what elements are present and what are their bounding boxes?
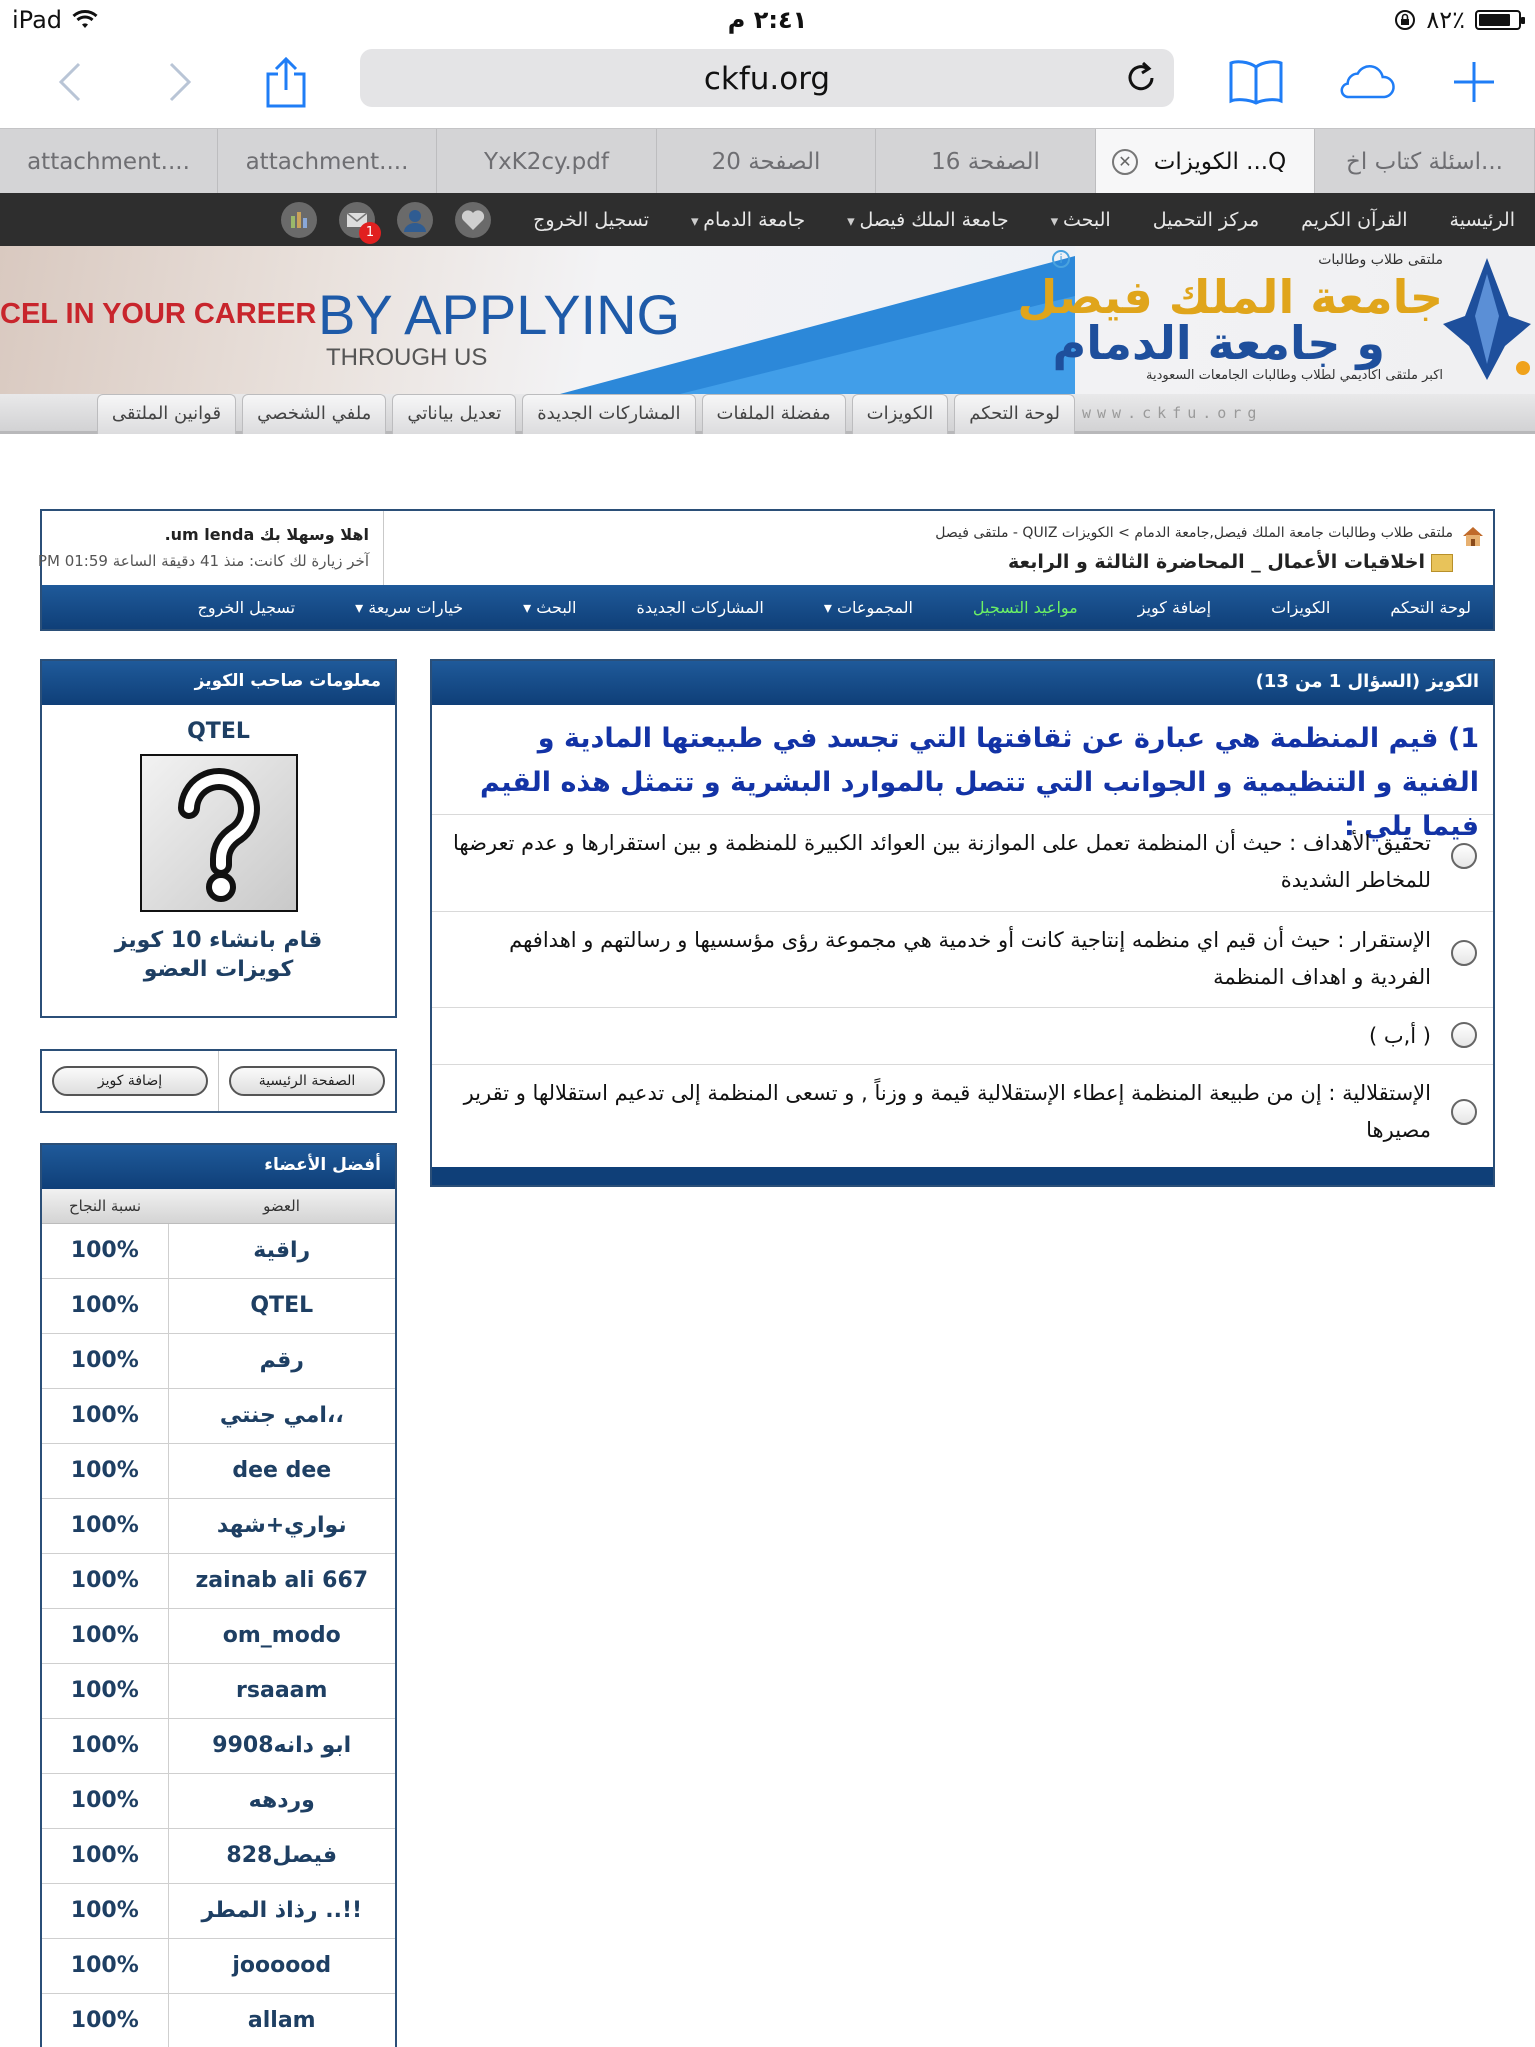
- new-tab-icon[interactable]: [1444, 52, 1504, 112]
- tab-label: attachment....: [27, 148, 190, 175]
- message-count-badge: 1: [359, 222, 381, 244]
- subnav-new-posts[interactable]: المشاركات الجديدة: [522, 394, 695, 434]
- member-name[interactable]: joooood: [168, 1938, 395, 1993]
- nav-kfu[interactable]: جامعة الملك فيصل ▾: [847, 209, 1009, 231]
- site-logo[interactable]: [1017, 250, 1535, 390]
- action-buttons-box: [40, 1049, 397, 1113]
- page-title-text: اخلاقيات الأعمال _ المحاضرة الثالثة و الرابعة: [1008, 551, 1425, 573]
- messages-icon[interactable]: [339, 202, 375, 238]
- owner-name[interactable]: QTEL: [187, 719, 250, 744]
- nav-logout[interactable]: تسجيل الخروج: [533, 208, 649, 231]
- forum-nav-item[interactable]: لوحة التحكم: [1390, 597, 1471, 617]
- member-success-rate: 100%: [42, 1553, 168, 1608]
- breadcrumb: [393, 511, 1493, 585]
- home-icon[interactable]: [1461, 525, 1485, 547]
- stats-icon[interactable]: [281, 202, 317, 238]
- forum-nav-item[interactable]: إضافة كويز: [1137, 597, 1212, 617]
- member-name[interactable]: dee dee: [168, 1443, 395, 1498]
- member-name[interactable]: رذاذ المطر ..!!: [168, 1883, 395, 1938]
- browser-tab[interactable]: [218, 129, 437, 194]
- member-success-rate: 100%: [42, 1828, 168, 1883]
- member-success-rate: 100%: [42, 1443, 168, 1498]
- page-title: [403, 551, 1453, 573]
- nav-search[interactable]: البحث ▾: [1051, 209, 1111, 231]
- back-icon[interactable]: [40, 52, 100, 112]
- option-radio[interactable]: [1451, 1022, 1477, 1048]
- forum-sub-nav: [0, 394, 1535, 434]
- member-name[interactable]: فيصل828: [168, 1828, 395, 1883]
- option-text: الإستقلالية : إن من طبيعة المنظمة إعطاء الإستقلالية قيمة و وزناً , و تسعى المنظمة إلى تدعيم استقلالها و تقرير مصيرها: [463, 1081, 1431, 1142]
- quiz-option[interactable]: [432, 1008, 1493, 1065]
- owner-box-header: معلومات صاحب الكويز: [42, 661, 395, 705]
- logo-tagline: اكبر ملتقى اكاديمي لطلاب وطالبات الجامعات السعودية: [1146, 368, 1443, 383]
- logo-top-text: ملتقى طلاب وطالبات: [1318, 252, 1443, 268]
- url-text: ckfu.org: [703, 61, 831, 97]
- member-name[interactable]: راقية: [168, 1223, 395, 1278]
- column-header-member: العضو: [168, 1189, 395, 1223]
- welcome-text: اهلا وسهلا بك um lenda.: [164, 525, 369, 544]
- member-success-rate: 100%: [42, 1663, 168, 1718]
- option-radio[interactable]: [1451, 843, 1477, 869]
- member-name[interactable]: ابو دانه9908: [168, 1718, 395, 1773]
- owner-quizzes-link[interactable]: كويزات العضو: [143, 957, 294, 982]
- member-name[interactable]: rsaaam: [168, 1663, 395, 1718]
- site-top-nav: [0, 193, 1535, 246]
- home-page-button[interactable]: الصفحة الرئيسية: [229, 1066, 385, 1096]
- member-success-rate: 100%: [42, 1608, 168, 1663]
- browser-toolbar: [0, 42, 1535, 128]
- table-row: [42, 1443, 395, 1498]
- subnav-edit-profile[interactable]: تعديل بياناتي: [392, 394, 516, 434]
- quiz-option[interactable]: [432, 815, 1493, 912]
- member-name[interactable]: om_modo: [168, 1608, 395, 1663]
- breadcrumb-path[interactable]: ملتقى طلاب وطالبات جامعة الملك فيصل,جامعة الدمام > الكويزات QUIZ - ملتقى فيصل: [935, 525, 1453, 541]
- table-row: [42, 1993, 395, 2047]
- share-icon[interactable]: [256, 52, 316, 112]
- forum-nav-item[interactable]: مواعيد التسجيل: [972, 597, 1078, 617]
- top-members-table: [42, 1189, 395, 2047]
- member-name[interactable]: وردهه: [168, 1773, 395, 1828]
- forward-icon[interactable]: [150, 52, 210, 112]
- forum-nav-item[interactable]: المشاركات الجديدة: [636, 597, 764, 617]
- table-row: [42, 1718, 395, 1773]
- member-success-rate: 100%: [42, 1938, 168, 1993]
- site-banner: [0, 246, 1535, 394]
- subnav-my-profile[interactable]: ملفي الشخصي: [242, 394, 386, 434]
- last-visit-text: آخر زيارة لك كانت: منذ 41 دقيقة الساعة 01:59 PM: [37, 552, 369, 570]
- quiz-footer-bar: [432, 1167, 1493, 1185]
- logo-url-text: www.ckfu.org: [1082, 404, 1263, 422]
- orientation-lock-icon: [1394, 9, 1416, 31]
- profile-icon[interactable]: [397, 202, 433, 238]
- tab-label: YxK2cy.pdf: [484, 148, 609, 175]
- member-success-rate: 100%: [42, 1883, 168, 1938]
- member-success-rate: 100%: [42, 1718, 168, 1773]
- top-members-box: [40, 1143, 397, 2047]
- quiz-option[interactable]: [432, 1065, 1493, 1162]
- quiz-option[interactable]: [432, 912, 1493, 1008]
- clock: ٢:٤١ م: [727, 6, 808, 34]
- nav-upload-center[interactable]: مركز التحميل: [1152, 208, 1260, 231]
- question-mark-icon: [159, 763, 279, 903]
- member-name[interactable]: امي جنتي،،: [168, 1388, 395, 1443]
- tab-label: الكويزات ...Q: [1153, 148, 1287, 175]
- nav-home[interactable]: الرئيسية: [1449, 208, 1515, 231]
- nav-quran[interactable]: القرآن الكريم: [1301, 208, 1408, 231]
- member-name[interactable]: QTEL: [168, 1278, 395, 1333]
- member-success-rate: 100%: [42, 1993, 168, 2047]
- member-success-rate: 100%: [42, 1498, 168, 1553]
- folder-icon: [1431, 554, 1453, 572]
- breadcrumb-box: [37, 509, 1495, 631]
- device-label: iPad: [12, 6, 63, 34]
- icloud-tabs-icon[interactable]: [1336, 52, 1396, 112]
- table-row: [42, 1608, 395, 1663]
- table-row: [42, 1828, 395, 1883]
- option-radio[interactable]: [1451, 940, 1477, 966]
- member-success-rate: 100%: [42, 1278, 168, 1333]
- forum-nav-item[interactable]: البحث ▾: [523, 598, 576, 617]
- bookmarks-icon[interactable]: [1226, 52, 1286, 112]
- member-success-rate: 100%: [42, 1333, 168, 1388]
- tab-label: الصفحة 20: [711, 148, 821, 175]
- ad-info-icon[interactable]: i: [1052, 250, 1070, 268]
- browser-tab[interactable]: [657, 129, 876, 194]
- logo-star-icon: [1439, 254, 1535, 384]
- table-row: [42, 1938, 395, 1993]
- member-success-rate: 100%: [42, 1388, 168, 1443]
- avatar: [140, 754, 298, 912]
- table-row: [42, 1883, 395, 1938]
- browser-tab-active[interactable]: [1096, 129, 1315, 194]
- reload-icon[interactable]: [1122, 59, 1160, 97]
- ad-apply-text: BY APPLYING: [318, 283, 681, 346]
- quiz-question: 1) قيم المنظمة هي عبارة عن ثقافتها التي تجسد في طبيعتها المادية و الفنية و التنظيمية و الجوانب التي تتصل بالموارد البشرية و تتمثل هذه القيم فيما يلي :: [432, 705, 1493, 815]
- subnav-control-panel[interactable]: لوحة التحكم: [954, 394, 1075, 434]
- ad-career-text: CEL IN YOUR CAREER: [0, 298, 317, 330]
- subnav-quizzes[interactable]: الكويزات: [852, 394, 949, 434]
- quiz-owner-box: [40, 659, 397, 1018]
- table-row: [42, 1498, 395, 1553]
- subnav-file-favorites[interactable]: مفضلة الملفات: [702, 394, 846, 434]
- member-name[interactable]: نواري+شهد: [168, 1498, 395, 1553]
- heart-icon[interactable]: [455, 202, 491, 238]
- browser-tab[interactable]: [876, 129, 1096, 194]
- forum-nav-item[interactable]: الكويزات: [1271, 597, 1331, 617]
- table-row: [42, 1278, 395, 1333]
- member-name[interactable]: allam: [168, 1993, 395, 2047]
- browser-tab[interactable]: [1315, 129, 1535, 194]
- browser-tab[interactable]: [0, 129, 218, 194]
- table-row: [42, 1333, 395, 1388]
- forum-nav-item[interactable]: المجموعات ▾: [824, 598, 913, 617]
- battery-percent: ٨٢٪: [1426, 6, 1465, 34]
- member-success-rate: 100%: [42, 1773, 168, 1828]
- table-row: [42, 1388, 395, 1443]
- battery-icon: [1475, 10, 1521, 30]
- option-radio[interactable]: [1451, 1099, 1477, 1125]
- quiz-header: الكويز (السؤال 1 من 13): [432, 661, 1493, 705]
- member-success-rate: 100%: [42, 1223, 168, 1278]
- option-text: تحقيق الأهداف : حيث أن المنظمة تعمل على الموازنة بين العوائد الكبيرة للمنظمة و بين استقرارها و عدم تعرضها للمخاطر الشديدة: [453, 831, 1431, 892]
- address-bar[interactable]: [360, 49, 1174, 107]
- table-row: [42, 1663, 395, 1718]
- browser-tab-bar: [0, 128, 1535, 193]
- advertisement[interactable]: [0, 246, 1075, 394]
- option-text: ( أ,ب ): [1368, 1024, 1431, 1048]
- table-row: [42, 1773, 395, 1828]
- logo-kfu-text: جامعة الملك فيصل: [1017, 270, 1443, 324]
- table-row: [42, 1223, 395, 1278]
- close-tab-icon[interactable]: ✕: [1112, 149, 1138, 175]
- top-members-header: أفضل الأعضاء: [42, 1145, 395, 1189]
- status-bar: [0, 0, 1535, 42]
- browser-tab[interactable]: [437, 129, 657, 194]
- quiz-panel: [430, 659, 1495, 1187]
- ad-through-text: THROUGH US: [326, 344, 488, 371]
- tab-label: attachment....: [245, 148, 409, 175]
- member-name[interactable]: رقم: [168, 1333, 395, 1388]
- nav-dammam[interactable]: جامعة الدمام ▾: [691, 209, 805, 231]
- option-text: الإستقرار : حيث أن قيم اي منظمه إنتاجية كانت أو خدمية هي مجموعة رؤى مؤسسيها و رسالتهم و اهدافهم الفردية و اهداف المنظمة: [509, 928, 1431, 989]
- tab-label: اسئلة كتاب اخ...: [1346, 148, 1503, 175]
- member-name[interactable]: zainab ali 667: [168, 1553, 395, 1608]
- logo-dammam-text: و جامعة الدمام: [1052, 316, 1385, 370]
- tab-label: الصفحة 16: [931, 148, 1040, 175]
- table-row: [42, 1553, 395, 1608]
- forum-nav-bar: [42, 585, 1493, 629]
- welcome-panel: [37, 511, 384, 585]
- subnav-forum-rules[interactable]: قوانين الملتقى: [97, 394, 236, 434]
- forum-nav-item[interactable]: تسجيل الخروج: [197, 597, 296, 617]
- owner-quiz-count: قام بانشاء 10 كويز: [114, 928, 323, 953]
- column-header-rate: نسبة النجاح: [42, 1189, 168, 1223]
- add-quiz-button[interactable]: إضافة كويز: [52, 1066, 208, 1096]
- forum-nav-item[interactable]: خيارات سريعة ▾: [355, 598, 463, 617]
